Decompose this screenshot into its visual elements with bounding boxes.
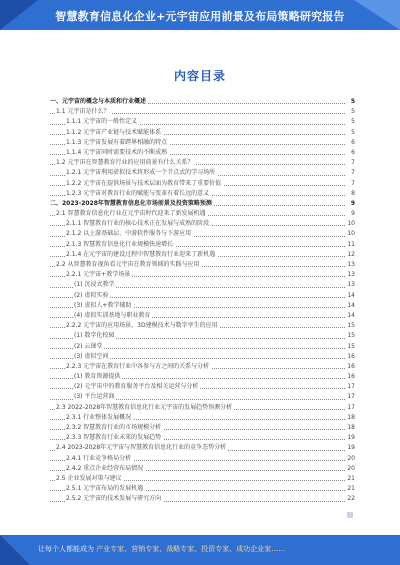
toc-entry-page: 16 [345,362,355,372]
toc-entry-page: 21 [345,484,355,494]
toc-entry-label: 2.3 2022-2028年智慧教育信息化行业元宇宙的发展趋势预测分析 [56,403,234,413]
toc-entry-page: 16 [345,372,355,382]
toc-entry-page: 5 [345,128,355,138]
toc-entry-page: 15 [345,331,355,341]
toc-entry-label: 1.1 元宇宙是什么？ [56,107,111,117]
toc-entry-page: 8 [345,189,355,199]
toc-entry-page: 10 [345,229,355,239]
toc-entry-label: 2.5 企业发展对策与建议 [56,474,123,484]
toc-entry-label: (2) 虚拟实验 [74,291,110,301]
toc-entry[interactable] [50,229,355,239]
toc-entry-label: 1.1.4 元宇宙同时需要技术的不断成熟 [66,148,169,158]
toc-entry[interactable] [50,403,355,413]
toc-heading: 内容目录 [173,69,226,83]
toc-entry-label: (3) 虚拟人+教学辅助 [74,301,133,311]
toc-entry[interactable] [50,464,355,474]
footer-chip: 产业专家 [96,545,125,553]
toc-entry[interactable] [50,240,355,250]
toc-entry[interactable] [50,392,355,402]
footer-slogan [38,544,285,554]
toc-entry[interactable] [50,179,355,189]
toc-entry-page: 12 [345,250,355,260]
toc-entry-label: 1.1.2 元宇宙产业链与技术赋能体系 [66,128,163,138]
toc-entry-label: 2.2.3 元宇宙在教育行业中各参与方之间的关系与分析 [66,362,211,372]
toc-entry-label: 2.2.2 元宇宙的应用场景，3D建模技术与数字孪生的应用 [66,321,220,331]
toc-entry-label: 2.5.1 元宇宙布局的发展机遇 [66,484,145,494]
toc-entry[interactable] [50,209,355,219]
toc-entry[interactable] [50,454,355,464]
toc-entry[interactable] [50,301,355,311]
toc-entry[interactable] [50,423,355,433]
toc-entry[interactable] [50,117,355,127]
toc-entry[interactable] [50,342,355,352]
toc-entry-label: 2.3.3 智慧教育行业未来的发展趋势 [66,433,163,443]
toc-entry[interactable] [50,484,355,494]
toc-entry-label: 1.1.3 元宇宙发展有着跨界相融的特点 [66,138,169,148]
toc-entry[interactable] [50,260,355,270]
toc-entry-page: 7 [345,179,355,189]
toc-entry-page: 13 [345,260,355,270]
toc-entry[interactable] [50,311,355,321]
toc-entry-label: 2.4 2023-2028年元宇宙与智慧教育信息化行业的竞争态势分析 [56,443,228,453]
toc-entry-page: 20 [345,454,355,464]
toc-entry-label: 1.2.1 元宇宙利用虚拟技术将形成一个节点式的学习场所 [66,168,217,178]
toc-entry-page: 14 [345,311,355,321]
footer-band [0,535,400,565]
toc-entry[interactable] [50,382,355,392]
toc-entry[interactable] [50,128,355,138]
toc-entry[interactable] [50,270,355,280]
toc-entry-label: 2.4.1 行业竞争格局分析 [66,454,133,464]
toc-entry-page: 5 [345,97,355,107]
footer-chip: 成功企业家…… [236,545,286,553]
footer-chip: 营销专家 [131,545,160,553]
toc-entry[interactable] [50,189,355,199]
toc-entry-label: 二、2023-2028年智慧教育信息化市场前景及投资策略预测 [50,199,214,209]
toc-entry[interactable] [50,413,355,423]
toc-entry-page: 6 [345,148,355,158]
toc-entry[interactable] [50,250,355,260]
toc-entry-label: 2.2.1 元宇宙+教学场景 [66,270,132,280]
table-of-contents [50,97,355,505]
toc-entry-page: 17 [345,403,355,413]
toc-entry-label: 2.1.2 以上游基础层、中游软件服务与下游应用 [66,229,193,239]
toc-entry-label: (1) 教育资源提供 [74,372,122,382]
toc-entry-page: 9 [345,199,355,209]
toc-entry-label: 2.3.1 行业整体发展概况 [66,413,133,423]
footer-lead: 让每个人都能成为 [38,545,94,553]
toc-entry-label: (3) 虚拟空间 [74,352,110,362]
toc-entry-label: 2.1.1 智慧教育行业的核心技术正在发展与成熟的阶段 [66,219,211,229]
toc-entry-label: 2.5.2 元宇宙的技术发展与研究方向 [66,494,163,504]
toc-entry-page: 21 [345,474,355,484]
toc-entry-label: (4) 虚拟实训基地与职业教育 [74,311,152,321]
toc-entry-label: 1.2.3 元宇宙对教育行业的赋能与变革有着长远的意义 [66,189,211,199]
toc-entry-label: 一、元宇宙的概念与本质和行业概述 [50,97,148,107]
toc-entry-label: 1.2.2 元宇宙在提供场景与技术层面为教育带来了重要价值 [66,179,223,189]
toc-entry[interactable] [50,107,355,117]
header-band [0,0,400,30]
footer-chip-list: 产业专家、营销专家、战略专家、投资专家、成功企业家…… [96,545,286,553]
toc-entry-page: 15 [345,342,355,352]
toc-entry-label: 2.2 从智慧教育视角看元宇宙在教育领域的实践与应用 [56,260,201,270]
toc-entry-label: 2.1 智慧教育信息化行业在元宇宙时代迎来了新发展机遇 [56,209,207,219]
toc-entry-page: 18 [345,423,355,433]
footer-decoration [0,535,30,565]
toc-entry[interactable] [50,321,355,331]
toc-entry-label: 2.4.2 重点企业经营布局情况 [66,464,145,474]
toc-entry-page: 7 [345,168,355,178]
footer-chip: 投资专家 [201,545,230,553]
toc-entry-label: 1.2 元宇宙在智慧教育行业的应用前景有什么关系？ [56,158,195,168]
toc-entry-page: 6 [345,138,355,148]
toc-entry-page: 13 [345,270,355,280]
toc-entry[interactable] [50,138,355,148]
toc-entry-page: 18 [345,413,355,423]
toc-entry-page: 17 [345,392,355,402]
toc-entry-page: 9 [345,209,355,219]
toc-entry-page: 22 [345,494,355,504]
toc-entry-label: (2) 元宇宙中的教育服务平台及相关运营与分析 [74,382,200,392]
toc-entry-label: (2) 云课堂 [74,342,104,352]
report-title: 智慧教育信息化企业+元宇宙应用前景及布局策略研究报告 [55,10,345,23]
toc-entry[interactable] [50,148,355,158]
toc-entry-page: 13 [345,280,355,290]
toc-entry-label: 1.1.1 元宇宙的一般性定义 [66,117,139,127]
toc-entry[interactable] [50,97,355,107]
toc-entry[interactable] [50,199,355,209]
toc-entry-page: 19 [345,443,355,453]
toc-entry[interactable] [50,352,355,362]
toc-entry[interactable] [50,219,355,229]
toc-entry[interactable] [50,372,355,382]
toc-entry[interactable] [50,291,355,301]
footer-chip: 战略专家 [166,545,195,553]
toc-entry[interactable] [50,494,355,504]
toc-entry-page: 15 [345,321,355,331]
toc-entry-page: 14 [345,291,355,301]
toc-entry[interactable] [50,168,355,178]
toc-entry-page: 11 [345,240,355,250]
toc-entry-label: 2.1.3 智慧教育信息化行业规模快速增长 [66,240,175,250]
toc-entry-label: 2.1.4 在元宇宙的建设过程中智慧教育行业迎来了新机遇 [66,250,217,260]
toc-entry-page: 7 [345,158,355,168]
toc-entry-page: 10 [345,219,355,229]
toc-entry-page: 20 [345,464,355,474]
toc-entry[interactable] [50,331,355,341]
toc-entry-page: 17 [345,382,355,392]
toc-entry-page: 5 [345,107,355,117]
toc-entry[interactable] [50,443,355,453]
toc-entry[interactable] [50,280,355,290]
toc-entry-page: 19 [345,433,355,443]
page-marker [347,512,353,518]
toc-entry-page: 14 [345,301,355,311]
toc-entry[interactable] [50,474,355,484]
toc-entry[interactable] [50,158,355,168]
toc-entry-page: 16 [345,352,355,362]
toc-entry-label: (1) 数字化校园 [74,331,116,341]
toc-entry-label: (1) 沉浸式教学 [74,280,116,290]
toc-entry-page: 5 [345,117,355,127]
toc-entry[interactable] [50,362,355,372]
toc-entry-label: (3) 平台运营商 [74,392,116,402]
toc-entry-label: 2.3.2 智慧教育行业的市场规模分析 [66,423,163,433]
toc-entry[interactable] [50,433,355,443]
